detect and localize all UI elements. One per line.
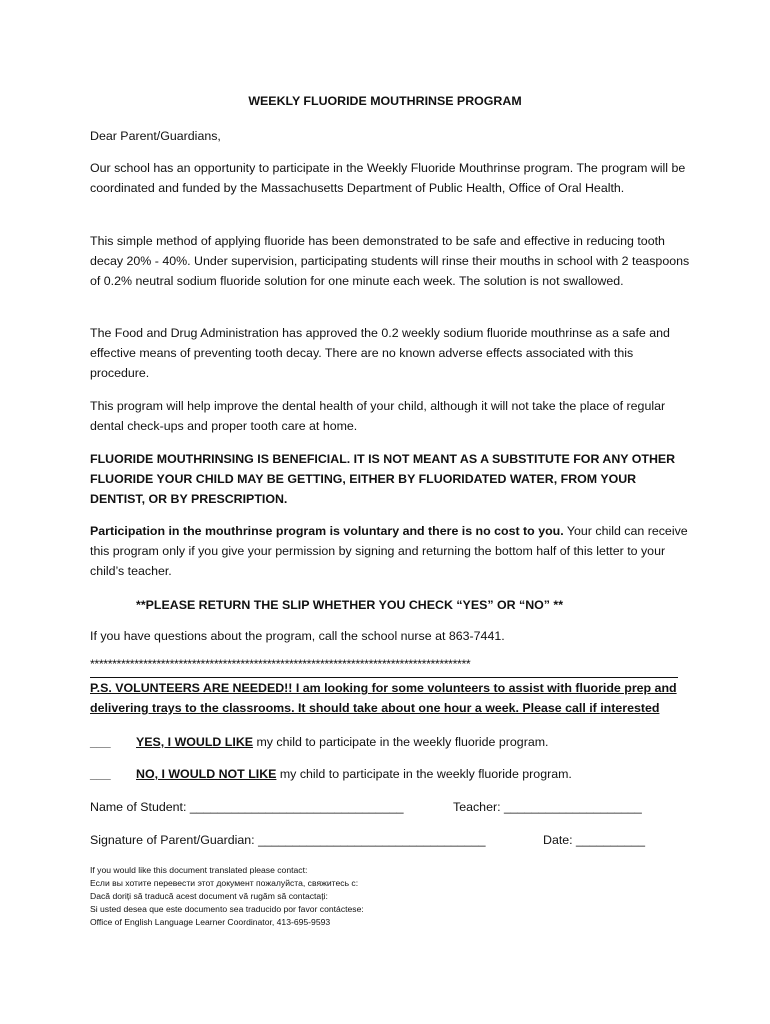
student-name-field[interactable]: Name of Student: _______________________________ (90, 800, 404, 814)
salutation: Dear Parent/Guardians, (90, 129, 221, 143)
separator-line: ************************************************************************************** (90, 657, 471, 671)
date-field[interactable]: Date: __________ (543, 833, 645, 847)
no-checkbox-blank[interactable]: ___ (90, 767, 111, 781)
translation-line: Если вы хотите перевести этот документ пожалуйста, свяжитесь с: (90, 878, 359, 888)
yes-rest: my child to participate in the weekly fluoride program. (253, 735, 549, 749)
yes-label: YES, I WOULD LIKE (136, 735, 254, 749)
return-slip-note: **PLEASE RETURN THE SLIP WHETHER YOU CHECK “YES” OR “NO” ** (136, 598, 564, 612)
yes-option[interactable] (90, 732, 548, 752)
participation-bold-text: Participation in the mouthrinse program is voluntary and there is no cost to you. (90, 524, 564, 538)
paragraph-fda: The Food and Drug Administration has approved the 0.2 weekly sodium fluoride mouthrinse as a safe and effective means of preventing tooth decay. There are no known adverse effects associated with this procedure. (90, 326, 670, 380)
teacher-field[interactable]: Teacher: ____________________ (453, 800, 642, 814)
questions-line: If you have questions about the program, call the school nurse at 863-7441. (90, 629, 505, 643)
no-option[interactable] (90, 764, 572, 784)
paragraph-method: This simple method of applying fluoride has been demonstrated to be safe and effective in reducing tooth decay 20% - 40%. Under supervision, participating students will rinse their mouths in school with 2 teaspoons of 0.2% neutral sodium fluoride solution for one minute each week. The solution is not swallowed. (90, 234, 690, 288)
volunteers-note: P.S. VOLUNTEERS ARE NEEDED!! I am looking for some volunteers to assist with fluoride prep and delivering trays to the classrooms. It should take about one hour a week. Please call if interested (90, 681, 677, 715)
translation-contact: Office of English Language Learner Coordinator, 413-695-9593 (90, 917, 331, 927)
no-label: NO, I WOULD NOT LIKE (136, 767, 277, 781)
translation-line: Dacă doriți să traducă acest document vă rugăm să contactați: (90, 891, 328, 901)
translation-line: If you would like this document translated please contact: (90, 865, 308, 875)
yes-checkbox-blank[interactable]: ___ (90, 735, 111, 749)
paragraph-participation (90, 521, 690, 581)
paragraph-dental-health: This program will help improve the dental health of your child, although it will not take the place of regular dental check-ups and proper tooth care at home. (90, 399, 666, 433)
translation-note (90, 864, 650, 929)
no-rest: my child to participate in the weekly fluoride program. (276, 767, 572, 781)
document-title: WEEKLY FLUORIDE MOUTHRINSE PROGRAM (248, 94, 522, 108)
paragraph-warning: FLUORIDE MOUTHRINSING IS BENEFICIAL. IT IS NOT MEANT AS A SUBSTITUTE FOR ANY OTHER FLUORIDE YOUR CHILD MAY BE GETTING, EITHER BY FLUORIDATED WATER, FROM YOUR DENTIST, OR BY PRESCRIPTION. (90, 452, 676, 506)
paragraph-intro: Our school has an opportunity to participate in the Weekly Fluoride Mouthrinse program. The program will be coordinated and funded by the Massachusetts Department of Public Health, Office of Oral Health. (90, 161, 686, 195)
translation-line: Si usted desea que este documento sea traducido por favor contáctese: (90, 904, 364, 914)
signature-field[interactable]: Signature of Parent/Guardian: _________________________________ (90, 833, 486, 847)
participation-text: Your child can receive this program only if you give your permission by signing and returning the bottom half of this letter to your child’s teacher. (90, 524, 688, 578)
